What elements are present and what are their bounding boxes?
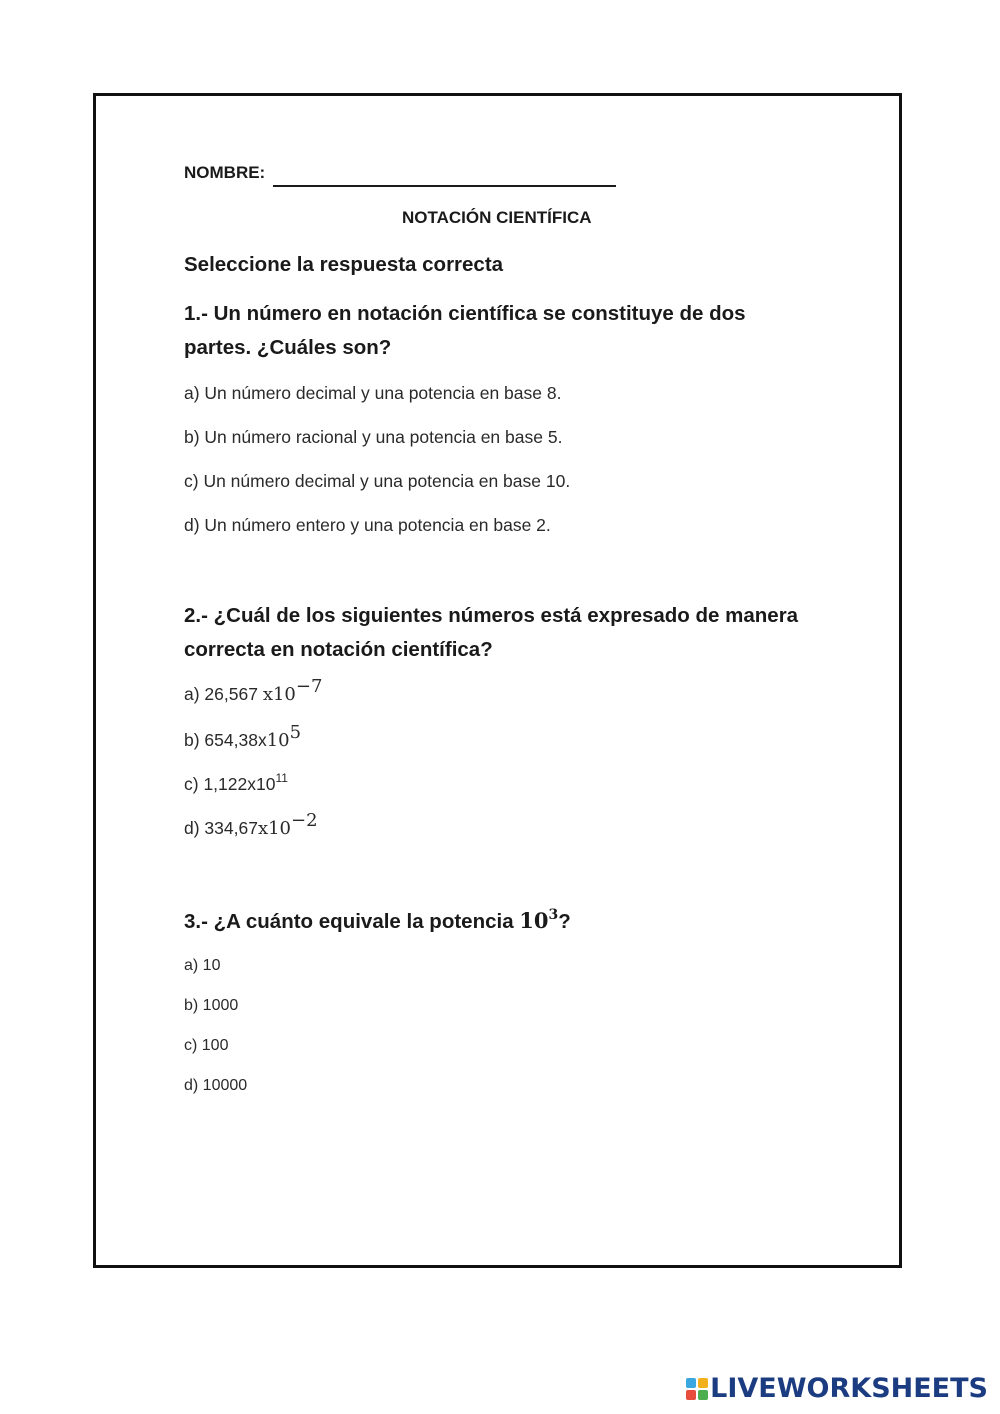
q2-option-b-base: 10 <box>266 730 290 751</box>
q2-option-b-exp: 5 <box>289 722 302 743</box>
liveworksheets-logo-icon <box>686 1378 708 1400</box>
logo-square-4 <box>698 1390 708 1400</box>
q2-option-a-prefix: a) 26,567 <box>184 684 263 704</box>
q2-option-a-base: x10 <box>262 684 296 705</box>
q1-option-d[interactable]: d) Un número entero y una potencia en base 2. <box>184 515 551 535</box>
page-title: NOTACIÓN CIENTÍFICA <box>402 208 592 227</box>
question-3-exp: 3 <box>548 907 559 923</box>
question-1-line1: 1.- Un número en notación científica se constituye de dos <box>184 302 746 325</box>
q2-option-a[interactable] <box>184 676 323 705</box>
q2-option-c[interactable] <box>184 771 288 795</box>
q3-option-b[interactable]: b) 1000 <box>184 997 239 1014</box>
question-3-base: 10 <box>519 908 549 933</box>
name-input-line[interactable] <box>273 185 616 187</box>
q2-option-a-exp: −7 <box>295 676 323 697</box>
question-3-suffix: ? <box>558 910 571 933</box>
q2-option-c-exp: 11 <box>275 771 288 785</box>
question-3-text: 3.- ¿A cuánto equivale la potencia <box>184 910 520 933</box>
question-2-line1: 2.- ¿Cuál de los siguientes números está expresado de manera <box>184 604 799 627</box>
q3-option-d[interactable]: d) 10000 <box>184 1077 248 1094</box>
logo-square-1 <box>686 1378 696 1388</box>
q2-option-c-prefix: c) 1,122x10 <box>184 774 276 794</box>
q2-option-d[interactable] <box>184 810 318 839</box>
question-1 <box>184 297 746 365</box>
name-label: NOMBRE: <box>184 163 266 182</box>
q1-option-c[interactable]: c) Un número decimal y una potencia en base 10. <box>184 471 571 491</box>
question-2 <box>184 599 798 667</box>
question-2-line2: correcta en notación científica? <box>184 638 493 661</box>
q1-option-a[interactable]: a) Un número decimal y una potencia en base 8. <box>184 383 562 403</box>
logo-square-2 <box>698 1378 708 1388</box>
question-3 <box>184 904 571 939</box>
logo-square-3 <box>686 1390 696 1400</box>
question-1-line2: partes. ¿Cuáles son? <box>184 336 392 359</box>
instruction: Seleccione la respuesta correcta <box>184 253 504 276</box>
q3-option-c[interactable]: c) 100 <box>184 1037 229 1054</box>
q3-option-a[interactable]: a) 10 <box>184 957 221 974</box>
q2-option-d-prefix: d) 334,67 <box>184 818 258 838</box>
q1-option-b[interactable]: b) Un número racional y una potencia en base 5. <box>184 427 563 447</box>
q2-option-b[interactable] <box>184 722 302 751</box>
brand-name: LIVEWORKSHEETS <box>710 1373 988 1404</box>
q2-option-d-exp: −2 <box>291 810 318 831</box>
q2-option-d-base: x10 <box>257 818 292 839</box>
brand-footer[interactable] <box>686 1373 988 1404</box>
q2-option-b-prefix: b) 654,38x <box>184 730 267 750</box>
